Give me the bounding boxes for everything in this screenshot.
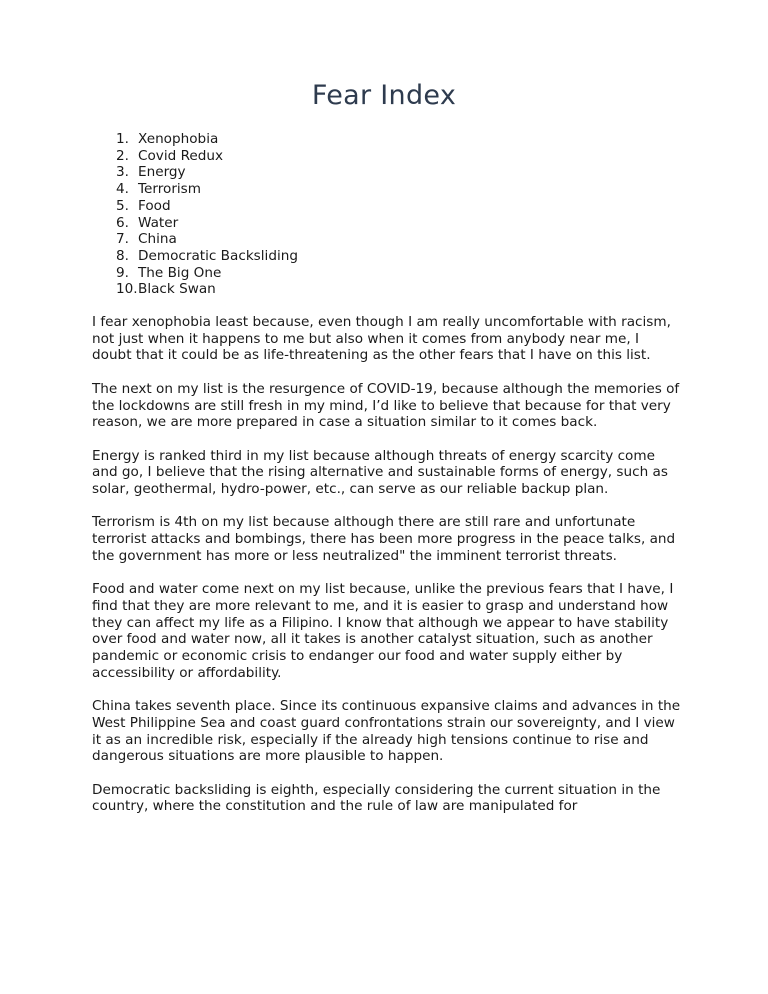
list-item: [116, 248, 298, 265]
list-item: [116, 281, 298, 298]
paragraph-covid: The next on my list is the resurgence of COVID-19, because although the memories of the lockdowns are still fresh in my mind, I’d like to believe that because for that very reason, we are more prepared in case a situation similar to it comes back.: [92, 380, 680, 431]
list-item-number: 2.: [116, 147, 129, 164]
list-item-label: Xenophobia: [138, 131, 219, 147]
list-item-label: Black Swan: [138, 281, 216, 298]
list-item-label: Democratic Backsliding: [138, 247, 298, 264]
list-item-label: China: [138, 231, 177, 248]
list-item-number: 10.: [116, 281, 138, 298]
list-item-number: 9.: [116, 264, 129, 281]
list-item: [116, 265, 298, 282]
list-item: [116, 215, 298, 232]
paragraph-xenophobia: I fear xenophobia least because, even though I am really uncomfortable with racism, not just when it happens to me but also when it comes from anybody near me, I doubt that it could be as life-threatening as the other fears that I have on this list.: [92, 314, 671, 364]
list-item-number: 5.: [116, 197, 129, 214]
page-title: Fear Index: [311, 80, 457, 111]
paragraph-energy: Energy is ranked third in my list because although threats of energy scarcity come and go, I believe that the rising alternative and sustainable forms of energy, such as solar, geothermal, hydro-power, etc., can serve as our reliable backup plan.: [92, 447, 668, 497]
list-item: [116, 131, 298, 148]
list-item: [116, 164, 298, 181]
list-item-label: Food: [138, 197, 171, 214]
list-item-label: Water: [138, 214, 179, 231]
list-item-label: Terrorism: [138, 181, 202, 198]
paragraph-democratic-backsliding: Democratic backsliding is eighth, especially considering the current situation in the country, where the constitution and the rule of law are manipulated for: [92, 781, 661, 815]
paragraph-terrorism: Terrorism is 4th on my list because although there are still rare and unfortunate terrorist attacks and bombings, there has been more progress in the peace talks, and the government has more or less neutralized" the imminent terrorist threats.: [92, 514, 676, 564]
list-item-number: 3.: [116, 164, 129, 181]
list-item: [116, 148, 298, 165]
list-item: [116, 231, 298, 248]
list-item-label: Energy: [138, 164, 186, 181]
fear-list: [116, 131, 298, 298]
list-item-label: Covid Redux: [138, 147, 224, 164]
list-item-label: The Big One: [138, 264, 222, 281]
list-item-number: 4.: [116, 181, 129, 198]
paragraph-china: China takes seventh place. Since its continuous expansive claims and advances in the West Philippine Sea and coast guard confrontations strain our sovereignty, and I view it as an incredible risk, especially if the already high tensions continue to rise and dangerous situations are more plausible to happen.: [92, 698, 681, 765]
list-item-number: 6.: [116, 214, 129, 231]
list-item: [116, 198, 298, 215]
list-item: [116, 181, 298, 198]
list-item-number: 1.: [116, 131, 129, 147]
list-item-number: 8.: [116, 247, 129, 264]
paragraph-food-water: Food and water come next on my list because, unlike the previous fears that I have, I find that they are more relevant to me, and it is easier to grasp and understand how they can affect my life as a Filipino. I know that although we appear to have stability over food and water now, all it takes is another catalyst situation, such as another pandemic or economic crisis to endanger our food and water supply either by accessibility or affordability.: [92, 581, 674, 681]
list-item-number: 7.: [116, 231, 129, 248]
body-text: [92, 314, 682, 832]
